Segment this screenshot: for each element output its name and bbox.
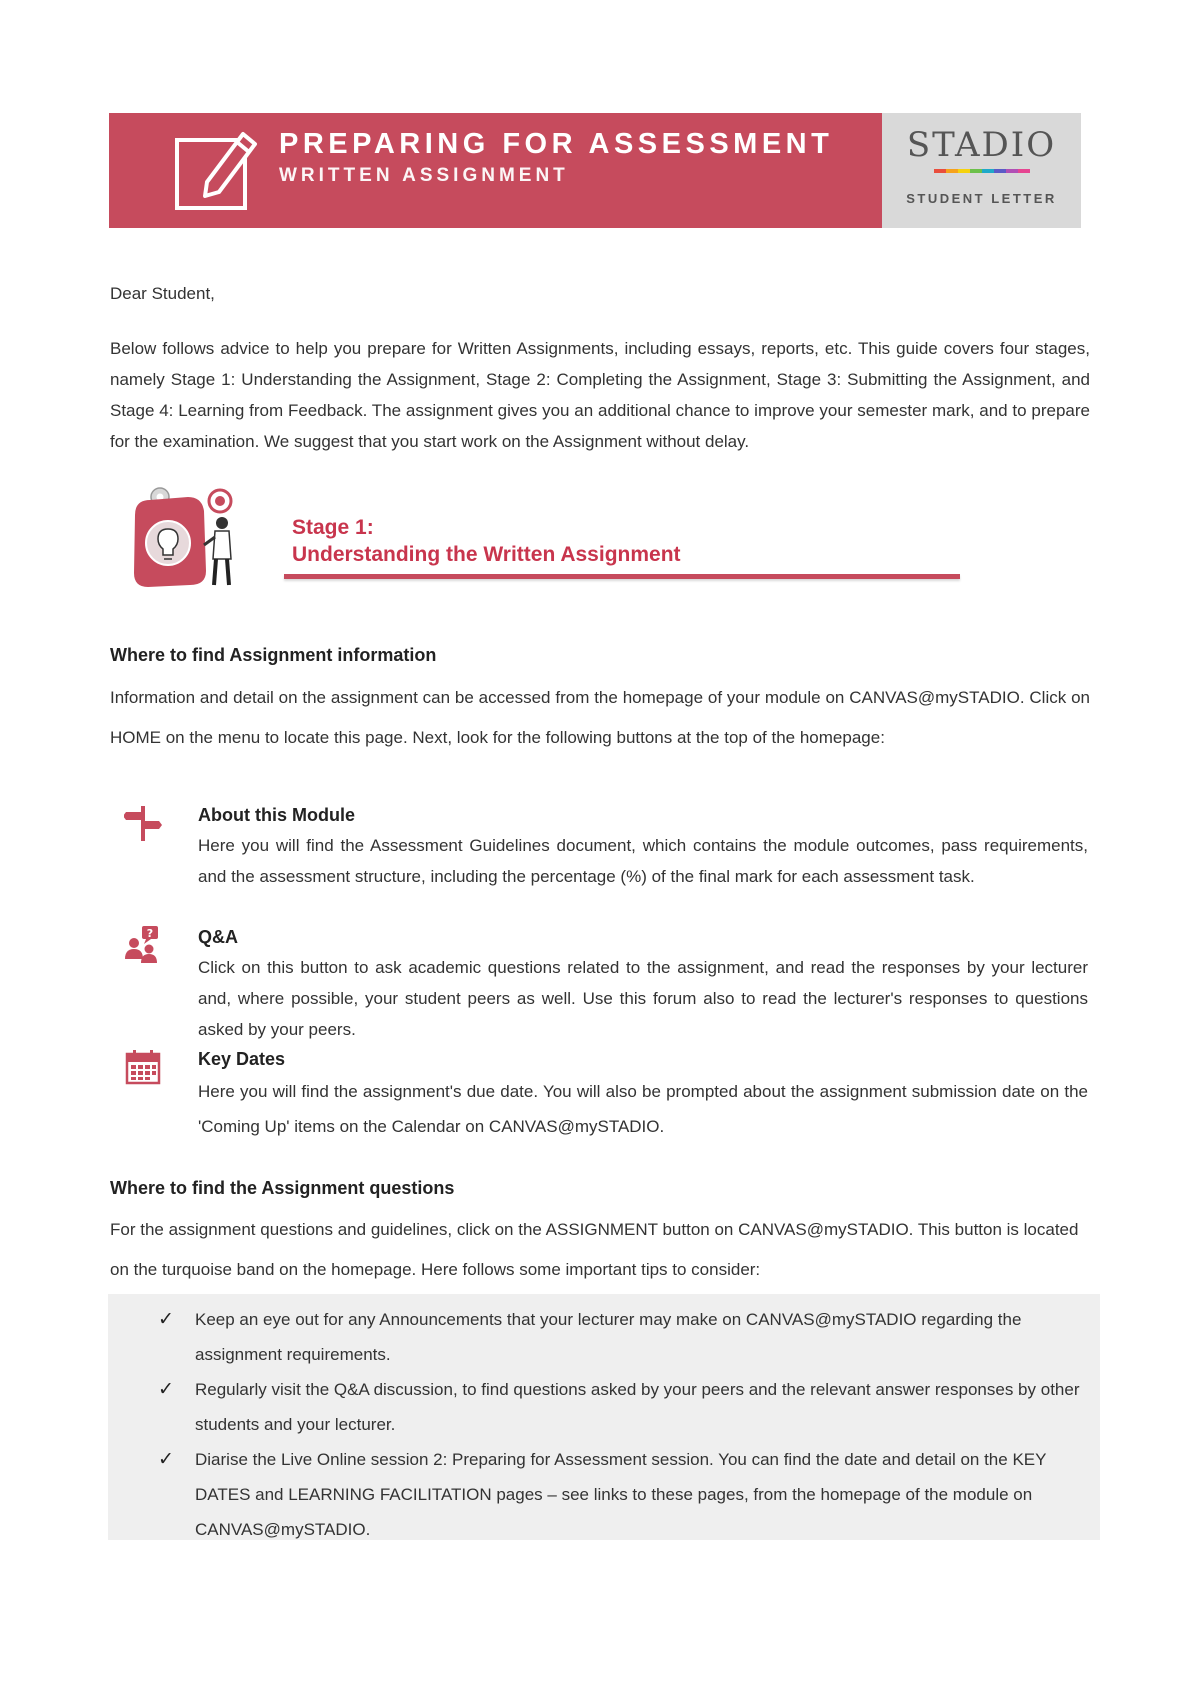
tip-text: Diarise the Live Online session 2: Preparing for Assessment session. You can find the date and detail on the KEY DATES and LEARNING FACILITATION pages – see links to these pages, from the homepage of the module on CANVAS@mySTADIO.	[195, 1450, 1047, 1539]
edit-pencil-icon	[169, 126, 259, 216]
brand-panel	[882, 113, 1081, 228]
banner-title-panel	[109, 113, 882, 228]
calendar-icon	[124, 1048, 162, 1086]
banner-subtitle: WRITTEN ASSIGNMENT	[279, 165, 569, 186]
lightbulb-idea-illustration	[130, 485, 250, 595]
about-module-item	[120, 800, 1090, 920]
stage-label: Stage 1:	[292, 516, 374, 539]
about-module-title: About this Module	[198, 805, 355, 825]
checkmark-icon: ✓	[158, 1309, 174, 1330]
key-dates-body: Here you will find the assignment's due date. You will also be prompted about the assignment submission date on the 'Coming Up' items on the Calendar on CANVAS@mySTADIO.	[198, 1082, 1088, 1136]
checkmark-icon: ✓	[158, 1449, 174, 1470]
banner-title: PREPARING FOR ASSESSMENT	[279, 128, 834, 160]
intro-paragraph: Below follows advice to help you prepare for Written Assignments, including essays, reports, etc. This guide covers four stages, namely Stage 1: Understanding the Assignment, Stage 2: Completing the Assignment, Stage 3: Submitting the Assignment, and Stage 4: Learning from Feedback. The assignment gives you an additional chance to improve your semester mark, and to prepare for the examination. We suggest that you start work on the Assignment without delay.	[110, 339, 1090, 451]
header-banner	[109, 113, 1081, 228]
student-letter-tag: STUDENT LETTER	[906, 191, 1057, 206]
key-dates-title: Key Dates	[198, 1049, 286, 1069]
qa-item	[120, 922, 1090, 1042]
greeting: Dear Student,	[110, 284, 215, 303]
assignment-questions-heading: Where to find the Assignment questions	[110, 1178, 455, 1198]
key-dates-item	[120, 1044, 1090, 1164]
stage-heading	[292, 514, 681, 568]
assignment-info-heading: Where to find Assignment information	[110, 645, 437, 665]
qa-title: Q&A	[198, 927, 238, 947]
tip-text: Regularly visit the Q&A discussion, to find questions asked by your peers and the relevant answer responses by other students and your lecturer.	[195, 1380, 1080, 1434]
assignment-info-body: Information and detail on the assignment can be accessed from the homepage of your module on CANVAS@mySTADIO. Click on HOME on the menu to locate this page. Next, look for the following buttons at the top of the homepage:	[110, 688, 1090, 747]
signpost-icon	[124, 804, 162, 842]
qa-body: Click on this button to ask academic questions related to the assignment, and read the responses by your lecturer and, where possible, your student peers as well. Use this forum also to read the lecturer's responses to questions asked by your peers.	[198, 958, 1088, 1039]
checkmark-icon: ✓	[158, 1379, 174, 1400]
stage-divider	[284, 574, 960, 579]
question-people-icon	[124, 926, 162, 964]
stage-title: Understanding the Written Assignment	[292, 543, 681, 566]
brand-color-bar	[934, 169, 1030, 173]
brand-logo: STADIO	[906, 125, 1057, 165]
tips-box	[108, 1294, 1100, 1540]
svg-text:?: ?	[146, 927, 154, 940]
assignment-questions-body: For the assignment questions and guidelines, click on the ASSIGNMENT button on CANVAS@mySTADIO. This button is located on the turquoise band on the homepage. Here follows some important tips to consider:	[110, 1220, 1079, 1279]
tip-text: Keep an eye out for any Announcements that your lecturer may make on CANVAS@mySTADIO regarding the assignment requirements.	[195, 1310, 1022, 1364]
about-module-body: Here you will find the Assessment Guidelines document, which contains the module outcomes, pass requirements, and the assessment structure, including the percentage (%) of the final mark for each assessment task.	[198, 836, 1088, 886]
